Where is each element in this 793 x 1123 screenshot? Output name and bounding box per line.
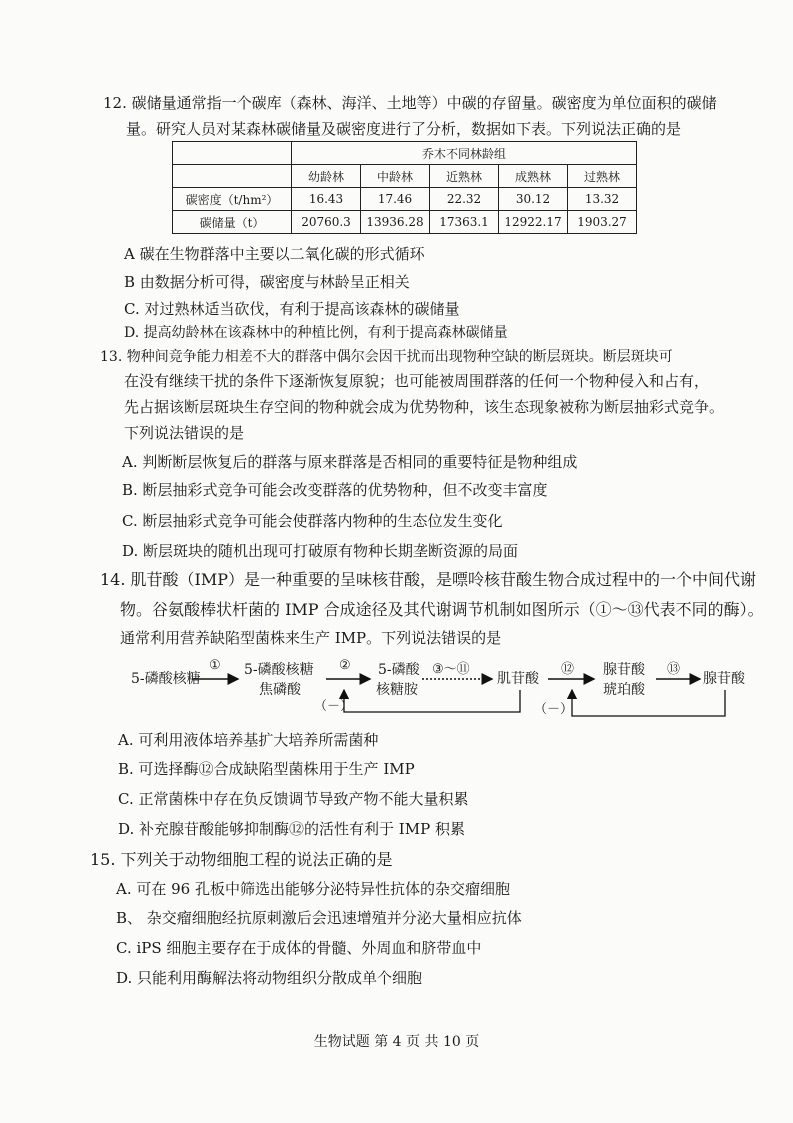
q14-stem-line3: 通常利用营养缺陷型菌株来生产 IMP。下列说法错误的是 bbox=[120, 629, 502, 647]
q14-stem-line2: 物。谷氨酸棒状杆菌的 IMP 合成途径及其代谢调节机制如图所示（①～⑬代表不同的酶）。 bbox=[120, 600, 764, 619]
node-ribose-5-phosphate: 5-磷酸核糖 bbox=[131, 671, 201, 687]
q12-option-c: C. 对过熟林适当砍伐，有利于提高该森林的碳储量 bbox=[124, 300, 460, 318]
node-adenylosuccinate-line1: 腺苷酸 bbox=[603, 662, 645, 678]
node-prpp-line2: 焦磷酸 bbox=[259, 682, 301, 698]
table-cell: 16.43 bbox=[292, 188, 361, 211]
q12-option-a: A 碳在生物群落中主要以二氧化碳的形式循环 bbox=[124, 245, 425, 263]
enzyme-1-label: ① bbox=[209, 658, 221, 673]
table-cell: 17.46 bbox=[361, 188, 430, 211]
q13-option-b: B. 断层抽彩式竞争可能会改变群落的优势物种，但不改变丰富度 bbox=[122, 481, 548, 499]
table-cell: 13.32 bbox=[568, 188, 637, 211]
q12-option-b: B 由数据分析可得，碳密度与林龄呈正相关 bbox=[124, 273, 410, 291]
table-cell: 1903.27 bbox=[568, 211, 637, 234]
node-imp: 肌苷酸 bbox=[497, 671, 539, 687]
q13-stem-line2: 在没有继续干扰的条件下逐渐恢复原貌；也可能被周围群落的任何一个物种侵入和占有， bbox=[124, 372, 710, 390]
feedback-arrow-2 bbox=[572, 690, 725, 716]
q13-stem-line3: 先占据该断层斑块生存空间的物种就会成为优势物种，该生态现象被称为断层抽彩式竞争。 bbox=[124, 398, 725, 416]
q15-option-d: D. 只能利用酶解法将动物组织分散成单个细胞 bbox=[116, 969, 423, 987]
node-prpp-line1: 5-磷酸核糖 bbox=[244, 662, 314, 678]
q15-stem: 15. 下列关于动物细胞工程的说法正确的是 bbox=[90, 850, 393, 869]
table-cell: 12922.17 bbox=[499, 211, 568, 234]
table-row-label: 碳储量（t） bbox=[173, 211, 292, 234]
table-row-label: 碳密度（t/hm²） bbox=[173, 188, 292, 211]
node-adenylosuccinate-line2: 琥珀酸 bbox=[603, 682, 645, 698]
negative-feedback-label-1: （－） bbox=[314, 699, 354, 714]
q13-option-d: D. 断层斑块的随机出现可打破原有物种长期垄断资源的局面 bbox=[122, 542, 519, 560]
q12-option-d: D. 提高幼龄林在该森林中的种植比例，有利于提高森林碳储量 bbox=[124, 325, 508, 341]
table-cell: 17363.1 bbox=[430, 211, 499, 234]
q14-option-b: B. 可选择酶⑫合成缺陷型菌株用于生产 IMP bbox=[118, 760, 415, 778]
enzyme-2-label: ② bbox=[339, 658, 351, 673]
table-cell: 13936.28 bbox=[361, 211, 430, 234]
table-col-header: 近熟林 bbox=[430, 165, 499, 188]
q14-option-c: C. 正常菌株中存在负反馈调节导致产物不能大量积累 bbox=[118, 790, 469, 808]
q13-option-c: C. 断层抽彩式竞争可能会使群落内物种的生态位发生变化 bbox=[122, 512, 503, 530]
table-col-header: 幼龄林 bbox=[292, 165, 361, 188]
table-cell: 20760.3 bbox=[292, 211, 361, 234]
table-cell: 22.32 bbox=[430, 188, 499, 211]
table-group-header: 乔木不同林龄组 bbox=[292, 142, 637, 165]
q15-option-a: A. 可在 96 孔板中筛选出能够分泌特异性抗体的杂交瘤细胞 bbox=[116, 880, 510, 898]
enzyme-12-label: ⑫ bbox=[561, 662, 575, 677]
q14-option-d: D. 补充腺苷酸能够抑制酶⑫的活性有利于 IMP 积累 bbox=[118, 820, 465, 838]
q13-stem-line1: 13. 物种间竞争能力相差不大的群落中偶尔会因干扰而出现物种空缺的断层斑块。断层斑块可 bbox=[100, 349, 673, 365]
enzyme-3-11-label: ③～⑪ bbox=[432, 662, 470, 677]
q14-option-a: A. 可利用液体培养基扩大培养所需菌种 bbox=[118, 731, 379, 749]
negative-feedback-label-2: （－） bbox=[534, 702, 574, 717]
enzyme-13-label: ⑬ bbox=[667, 662, 681, 677]
feedback-arrow-1 bbox=[344, 690, 520, 712]
q14-stem-line1: 14. 肌苷酸（IMP）是一种重要的呈味核苷酸，是嘌呤核苷酸生物合成过程中的一个中间代谢 bbox=[100, 570, 757, 589]
table-col-header: 中龄林 bbox=[361, 165, 430, 188]
q13-option-a: A. 判断断层恢复后的群落与原来群落是否相同的重要特征是物种组成 bbox=[122, 453, 578, 471]
q12-stem-line1: 12. 碳储量通常指一个碳库（森林、海洋、土地等）中碳的存留量。碳密度为单位面积的碳储 bbox=[103, 94, 717, 112]
table-cell: 30.12 bbox=[499, 188, 568, 211]
q15-option-b: B、 杂交瘤细胞经抗原刺激后会迅速增殖并分泌大量相应抗体 bbox=[116, 909, 522, 927]
node-amp: 腺苷酸 bbox=[703, 671, 745, 687]
table-col-header: 过熟林 bbox=[568, 165, 637, 188]
q12-stem-line2: 量。研究人员对某森林碳储量及碳密度进行了分析，数据如下表。下列说法正确的是 bbox=[126, 120, 682, 138]
q15-option-c: C. iPS 细胞主要存在于成体的骨髓、外周血和脐带血中 bbox=[116, 939, 482, 957]
node-prpp-amine-line2: 核糖胺 bbox=[376, 682, 418, 698]
node-prpp-amine-line1: 5-磷酸 bbox=[378, 662, 420, 678]
q13-stem-line4: 下列说法错误的是 bbox=[124, 424, 245, 442]
table-col-header: 成熟林 bbox=[499, 165, 568, 188]
page-footer: 生物试题 第 4 页 共 10 页 bbox=[313, 1034, 480, 1050]
